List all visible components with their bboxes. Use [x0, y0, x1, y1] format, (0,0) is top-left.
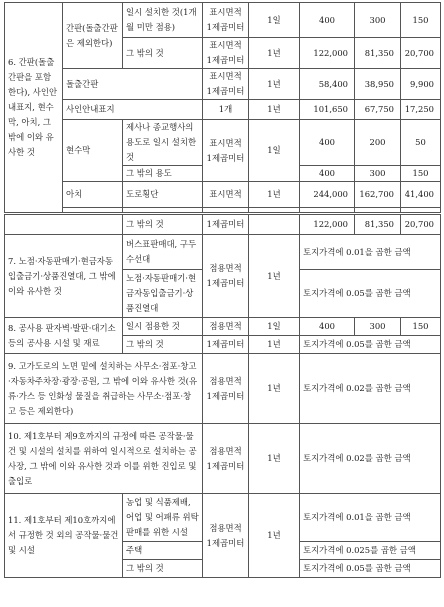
fee-value: 150 [401, 3, 441, 38]
fee-table-bottom [4, 214, 441, 578]
usage-desc: 일시 점용한 것 [123, 318, 203, 336]
table-row [5, 215, 441, 235]
fee-value: 150 [401, 318, 441, 336]
section-10-label: 10. 제1호부터 제9호까지의 규정에 따른 공작물·물건 및 시설의 설치를 위하여 일시적으로 설치하는 공사장, 그 밖에 이와 유사한 것과 이를 위한 진입로 및 출입로 [5, 424, 203, 494]
unit-cell: 점용면적 1제곱미터 [203, 354, 249, 424]
section-7-label: 7. 노점·자동판매기·현금자동입출금기·상품진열대, 그 밖에 이와 유사한 것 [5, 235, 123, 318]
usage-desc: 그 밖의 것 [123, 215, 203, 235]
table-row [5, 318, 441, 336]
period-cell: 1년 [249, 182, 300, 208]
fee-value: 9,900 [401, 69, 441, 100]
fee-value: 244,000 [300, 182, 355, 208]
table-row [5, 424, 441, 494]
unit-cell: 표시면적 1제곱미터 [203, 120, 249, 182]
unit-cell: 표시면적 1제곱미터 [203, 3, 249, 38]
table-row [5, 3, 441, 38]
fee-value: 58,400 [300, 69, 355, 100]
table-row-cutoff [5, 208, 441, 213]
table-row [5, 120, 441, 166]
fee-value: 400 [300, 120, 355, 166]
table-row [5, 100, 441, 120]
period-cell: 1년 [249, 336, 300, 354]
fee-value: 400 [300, 166, 355, 182]
usage-desc: 그 밖의 것 [123, 38, 203, 69]
period-cell: 1년 [249, 424, 300, 494]
section-11-label: 11. 제1호부터 제10호까지에서 규정한 것 외의 공작물·물건 및 시설 [5, 494, 123, 578]
fee-value: 81,350 [355, 38, 401, 69]
fee-value: 300 [355, 318, 401, 336]
fee-value: 67,750 [355, 100, 401, 120]
usage-desc: 그 밖의 것 [123, 336, 203, 354]
fee-value: 17,250 [401, 100, 441, 120]
period-cell: 1일 [249, 318, 300, 336]
period-cell: 1일 [249, 120, 300, 182]
section-6-label: 6. 간판(돌출간판을 포함한다), 사인안내표지, 현수막, 아치, 그 밖에 이와 유사한 것 [5, 3, 63, 213]
unit-cell: 점용면적 1제곱미터 [203, 235, 249, 318]
rate-cell: 토지가격에 0.02를 곱한 금액 [300, 354, 441, 424]
rate-cell: 토지가격에 0.01을 곱한 금액 [300, 235, 441, 270]
fee-value: 200 [355, 120, 401, 166]
sub-category: 농업 및 식품제배, 어업 및 어패류 위탁판매를 위한 시설 [123, 494, 203, 542]
fee-value: 300 [355, 3, 401, 38]
fee-value: 50 [401, 120, 441, 166]
rate-cell: 토지가격에 0.05를 곱한 금액 [300, 270, 441, 318]
fee-table-top [4, 2, 441, 213]
section-9-label: 9. 고가도로의 노면 밑에 설치하는 사무소·점포·창고·자동차주차장·광장·공원, 그 밖에 이와 유사한 것(유류·가스 등 인화성 물질을 취급하는 사무소·점포·창고 등은 제외한다) [5, 354, 203, 424]
rate-cell: 토지가격에 0.05를 곱한 금액 [300, 560, 441, 578]
rate-cell: 토지가격에 0.025를 곱한 금액 [300, 542, 441, 560]
fee-value: 81,350 [355, 215, 401, 235]
unit-cell: 점용면적 1제곱미터 [203, 424, 249, 494]
sub-category: 돌출간판 [63, 69, 203, 100]
unit-cell: 표시면적 1제곱미터 [203, 38, 249, 69]
fee-value: 400 [300, 3, 355, 38]
rate-cell: 토지가격에 0.01을 곱한 금액 [300, 494, 441, 542]
table-row [5, 494, 441, 542]
unit-cell: 점용면적 1제곱미터 [203, 494, 249, 578]
usage-desc: 제사나 종교행사의 용도로 일시 설치한 것 [123, 120, 203, 166]
fee-value: 38,950 [355, 69, 401, 100]
fee-value: 400 [300, 318, 355, 336]
fee-value: 20,700 [401, 38, 441, 69]
period-cell: 1년 [249, 494, 300, 578]
unit-cell: 표시면적 [203, 182, 249, 208]
unit-cell: 점용면적 [203, 318, 249, 336]
fee-value: 122,000 [300, 215, 355, 235]
fee-value: 122,000 [300, 38, 355, 69]
fee-value: 162,700 [355, 182, 401, 208]
usage-desc: 일시 설치한 것(1개월 미만 점용) [123, 3, 203, 38]
period-cell: 1년 [249, 38, 300, 69]
unit-cell: 표시면적 1제곱미터 [203, 69, 249, 100]
unit-cell: 1개 [203, 100, 249, 120]
fee-value: 101,650 [300, 100, 355, 120]
period-cell: 1년 [249, 100, 300, 120]
sub-category: 버스표판매대, 구두수선대 [123, 235, 203, 270]
section-8-label: 8. 공사용 판자벽·발판·대기소 등의 공사용 시설 및 재료 [5, 318, 123, 354]
fee-value: 150 [401, 166, 441, 182]
sub-category: 노점·자동판매기·현금자동입출금기·상품진열대 [123, 270, 203, 318]
sub-category: 주택 [123, 542, 203, 560]
rate-cell: 토지가격에 0.05를 곱한 금액 [300, 336, 441, 354]
sub-category: 그 밖의 것 [123, 560, 203, 578]
usage-desc: 그 밖의 용도 [123, 166, 203, 182]
usage-desc: 도로횡단 [123, 182, 203, 208]
period-cell: 1년 [249, 235, 300, 318]
period-cell: 1년 [249, 69, 300, 100]
table-row [5, 182, 441, 208]
table-row [5, 69, 441, 100]
sub-category: 사인안내표지 [63, 100, 203, 120]
sub-category: 현수막 [63, 120, 123, 182]
rate-cell: 토지가격에 0.02를 곱한 금액 [300, 424, 441, 494]
period-cell: 1일 [249, 3, 300, 38]
fee-value: 41,400 [401, 182, 441, 208]
sub-category: 간판(돌출간판은 제외한다) [63, 3, 123, 69]
table-row [5, 235, 441, 270]
table-row [5, 354, 441, 424]
period-cell: 1년 [249, 354, 300, 424]
unit-cell: 1제곱미터 [203, 215, 249, 235]
fee-value: 300 [355, 166, 401, 182]
sub-category: 아치 [63, 182, 123, 208]
fee-value: 20,700 [401, 215, 441, 235]
unit-cell: 1제곱미터 [203, 336, 249, 354]
